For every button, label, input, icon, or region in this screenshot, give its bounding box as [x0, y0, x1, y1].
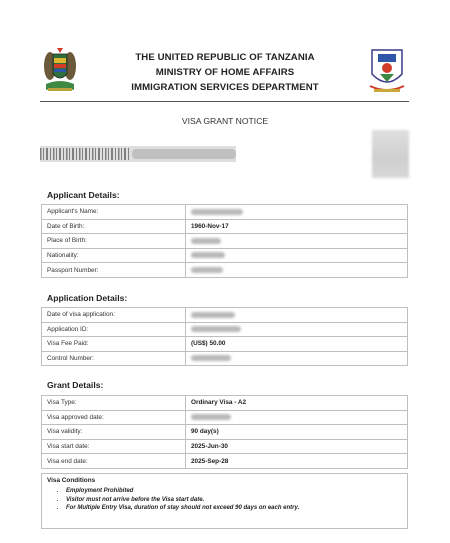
table-row [42, 454, 408, 469]
visa-type-label: Visa Type: [42, 396, 186, 411]
redacted-barcode [40, 146, 236, 162]
visa-fee-paid-value: (US$) 50.00 [186, 337, 408, 352]
application-id-label: Application ID: [42, 322, 186, 337]
grant-details-table [41, 395, 408, 469]
visa-application-date-label: Date of visa application: [42, 308, 186, 323]
table-row [42, 337, 408, 352]
applicant-details-table [41, 204, 408, 278]
visa-conditions-title: Visa Conditions [47, 477, 96, 484]
country-name: THE UNITED REPUBLIC OF TANZANIA [135, 52, 315, 63]
visa-validity-label: Visa validity: [42, 425, 186, 440]
table-row [42, 219, 408, 234]
visa-start-date-label: Visa start date: [42, 439, 186, 454]
header-title-block [100, 50, 350, 95]
table-row [42, 351, 408, 366]
list-item: • Visitor must not arrive before the Visa start date. [66, 497, 299, 503]
visa-end-date-value: 2025-Sep-28 [186, 454, 408, 469]
coat-of-arms-icon [40, 44, 80, 94]
table-row [42, 425, 408, 440]
control-number-label: Control Number: [42, 351, 186, 366]
applicant-name-label: Applicant's Name: [42, 205, 186, 220]
visa-end-date-label: Visa end date: [42, 454, 186, 469]
visa-conditions-list [56, 488, 299, 514]
place-of-birth-value [186, 234, 408, 249]
visa-application-date-value [186, 308, 408, 323]
list-item: • Employment Prohibited [66, 488, 299, 494]
redacted-photo [372, 130, 409, 178]
application-details-table [41, 307, 408, 366]
header-divider [40, 101, 409, 102]
table-row [42, 205, 408, 220]
application-details-heading: Application Details: [47, 293, 128, 303]
table-row [42, 410, 408, 425]
visa-approved-date-value [186, 410, 408, 425]
table-row [42, 263, 408, 278]
nationality-label: Nationality: [42, 248, 186, 263]
immigration-crest-icon [368, 46, 406, 94]
visa-type-value: Ordinary Visa - A2 [186, 396, 408, 411]
table-row [42, 234, 408, 249]
table-row [42, 396, 408, 411]
list-item: • For Multiple Entry Visa, duration of stay should not exceed 90 days on each entry. [66, 505, 299, 511]
table-row [42, 322, 408, 337]
visa-conditions-box [41, 473, 408, 529]
table-row [42, 308, 408, 323]
passport-number-label: Passport Number: [42, 263, 186, 278]
visa-approved-date-label: Visa approved date: [42, 410, 186, 425]
table-row [42, 439, 408, 454]
date-of-birth-value: 1960-Nov-17 [186, 219, 408, 234]
notice-title: VISA GRANT NOTICE [181, 116, 269, 126]
date-of-birth-label: Date of Birth: [42, 219, 186, 234]
grant-details-heading: Grant Details: [47, 380, 104, 390]
place-of-birth-label: Place of Birth: [42, 234, 186, 249]
table-row [42, 248, 408, 263]
department-name: IMMIGRATION SERVICES DEPARTMENT [131, 82, 319, 93]
control-number-value [186, 351, 408, 366]
passport-number-value [186, 263, 408, 278]
application-id-value [186, 322, 408, 337]
ministry-name: MINISTRY OF HOME AFFAIRS [155, 67, 295, 78]
nationality-value [186, 248, 408, 263]
visa-start-date-value: 2025-Jun-30 [186, 439, 408, 454]
applicant-name-value [186, 205, 408, 220]
applicant-details-heading: Applicant Details: [47, 190, 120, 200]
visa-validity-value: 90 day(s) [186, 425, 408, 440]
visa-fee-paid-label: Visa Fee Paid: [42, 337, 186, 352]
